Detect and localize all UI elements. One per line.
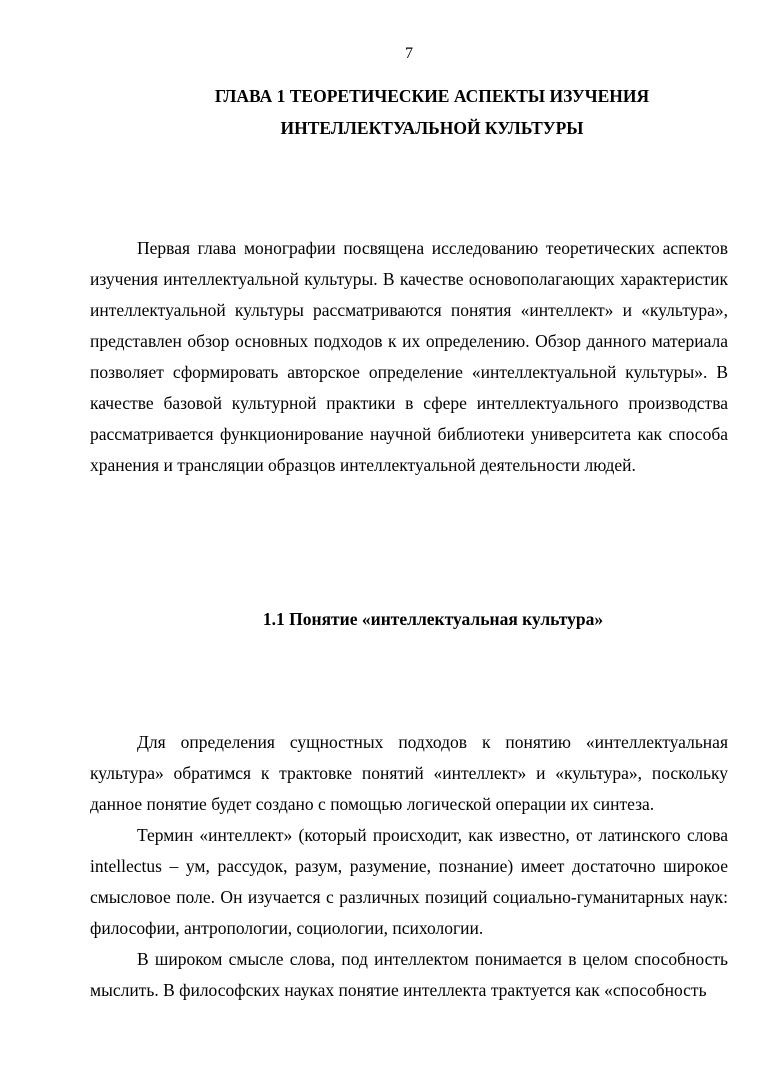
chapter-title — [172, 80, 692, 144]
chapter-title-line-2: ИНТЕЛЛЕКТУАЛЬНОЙ КУЛЬТУРЫ — [280, 118, 584, 138]
body-paragraph-2: Термин «интеллект» (который происходит, как известно, от латинского слова intellectus – ум, рассудок, разум, разумение, познание) имеет достаточно широкое смысловое поле. Он изучается с различных позиций социально-гуманитарных наук: философии, антропологии, социологии, психологии. — [90, 825, 728, 938]
chapter-title-line-1: ГЛАВА 1 ТЕОРЕТИЧЕСКИЕ АСПЕКТЫ ИЗУЧЕНИЯ — [214, 86, 650, 106]
intro-paragraph: Первая глава монографии посвящена исследованию теоретических аспектов изучения интеллектуальной культуры. В качестве основополагающих характеристик интеллектуальной культуры рассматриваются понятия «интеллект» и «культура», представлен обзор основных подходов к их определению. Обзор данного материала позволяет сформировать авторское определение «интеллектуальной культуры». В качестве базовой культурной практики в сфере интеллектуального производства рассматривается функционирование научной библиотеки университета как способа хранения и трансляции образцов интеллектуальной деятельности людей. — [90, 238, 728, 475]
body-paragraph-1: Для определения сущностных подходов к понятию «интеллектуальная культура» обратимся к трактовке понятий «интеллект» и «культура», поскольку данное понятие будет создано с помощью логической операции их синтеза. — [90, 732, 728, 814]
page-number: 7 — [405, 45, 413, 62]
body-paragraph-3: В широком смысле слова, под интеллектом понимается в целом способность мыслить. В философских науках понятие интеллекта трактуется как «способность — [90, 949, 728, 1000]
section-title: 1.1 Понятие «интеллектуальная культура» — [262, 609, 604, 629]
